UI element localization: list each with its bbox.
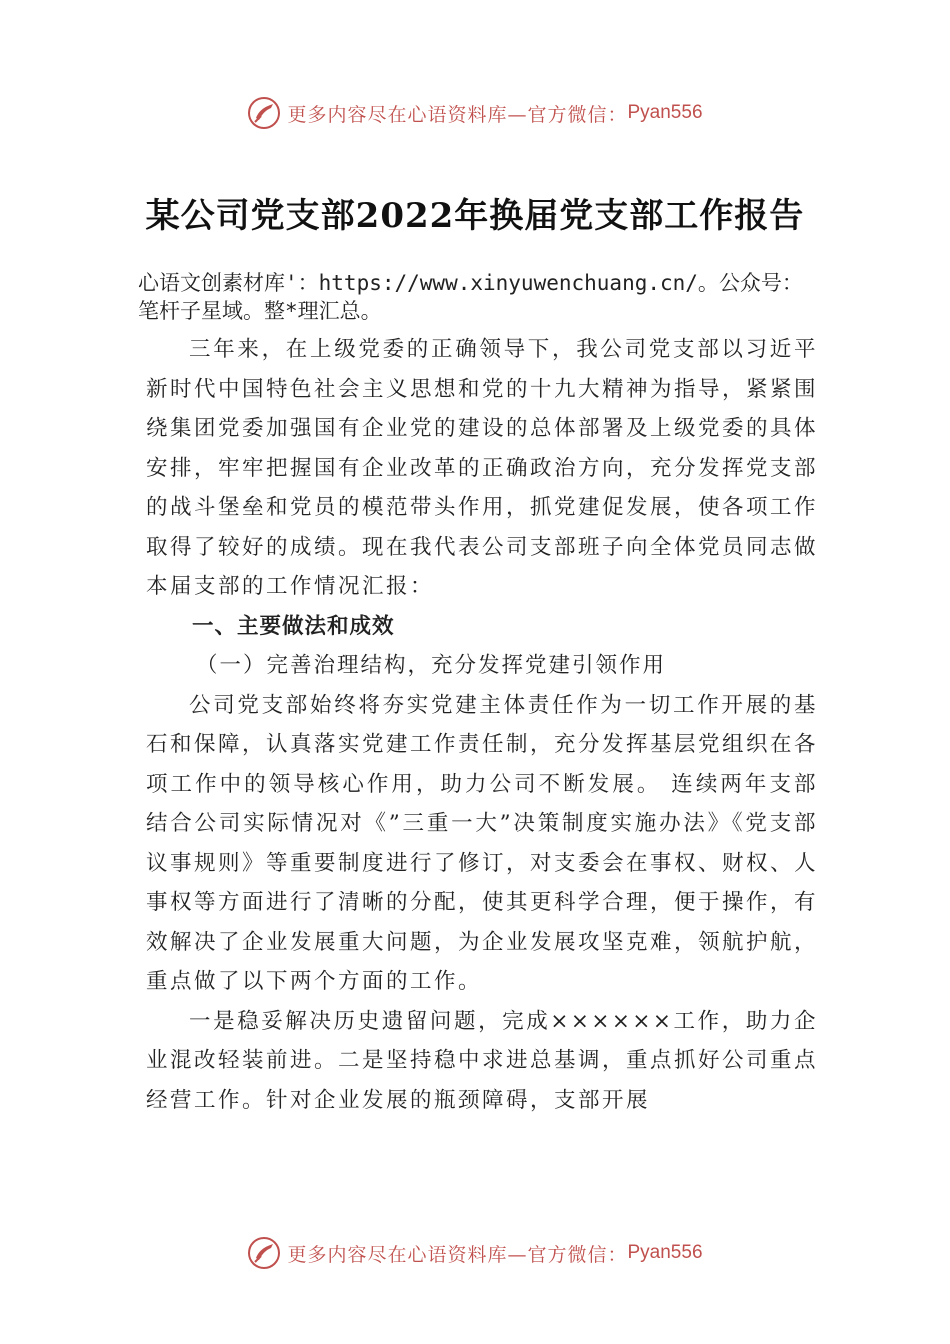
body-paragraph-1: 公司党支部始终将夯实党建主体责任作为一切工作开展的基石和保障，认真落实党建工作责任制，充分发挥基层党组织在各项工作中的领导核心作用，助力公司不断发展。 连续两年支部结合公司实际情况对《”三重一大”决策制度实施办法》《党支部议事规则》等重要制度进行了修订，对支委会在事权、财权、人事权等方面进行了清晰的分配，使其更科学合理，便于操作，有效解决了企业发展重大问题，为企业发展攻坚克难，领航护航，重点做了以下两个方面的工作。 — [146, 692, 819, 994]
footer-banner — [0, 1236, 950, 1270]
source-line-2: 笔杆子星域。整*理汇总。 — [138, 299, 382, 323]
writing-hand-logo-icon — [247, 1236, 281, 1270]
header-banner — [0, 96, 950, 130]
banner-wechat-id: Pyan556 — [627, 102, 703, 123]
document-body — [146, 330, 818, 1120]
subsection-heading: （一）完善治理结构，充分发挥党建引领作用 — [196, 653, 667, 678]
banner-wechat-id: Pyan556 — [627, 1242, 703, 1263]
source-line-1: 心语文创素材库'：https://www.xinyuwenchuang.cn/。公众号： — [138, 271, 803, 295]
writing-hand-logo-icon — [247, 96, 281, 130]
banner-text: 更多内容尽在心语资料库—官方微信： — [287, 1243, 628, 1266]
intro-paragraph: 三年来，在上级党委的正确领导下，我公司党支部以习近平新时代中国特色社会主义思想和党的十九大精神为指导，紧紧围绕集团党委加强国有企业党的建设的总体部署及上级党委的具体安排，牢牢把握国有企业改革的正确政治方向，充分发挥党支部的战斗堡垒和党员的模范带头作用，抓党建促发展，使各项工作取得了较好的成绩。现在我代表公司支部班子向全体党员同志做本届支部的工作情况汇报： — [146, 337, 819, 599]
document-title: 某公司党支部2022年换届党支部工作报告 — [145, 196, 805, 236]
banner-text: 更多内容尽在心语资料库—官方微信： — [287, 103, 628, 126]
section-heading: 一、主要做法和成效 — [192, 613, 395, 639]
body-paragraph-2: 一是稳妥解决历史遗留问题，完成××××××工作，助力企业混改轻装前进。二是坚持稳中求进总基调，重点抓好公司重点经营工作。针对企业发展的瓶颈障碍，支部开展 — [146, 1008, 819, 1113]
